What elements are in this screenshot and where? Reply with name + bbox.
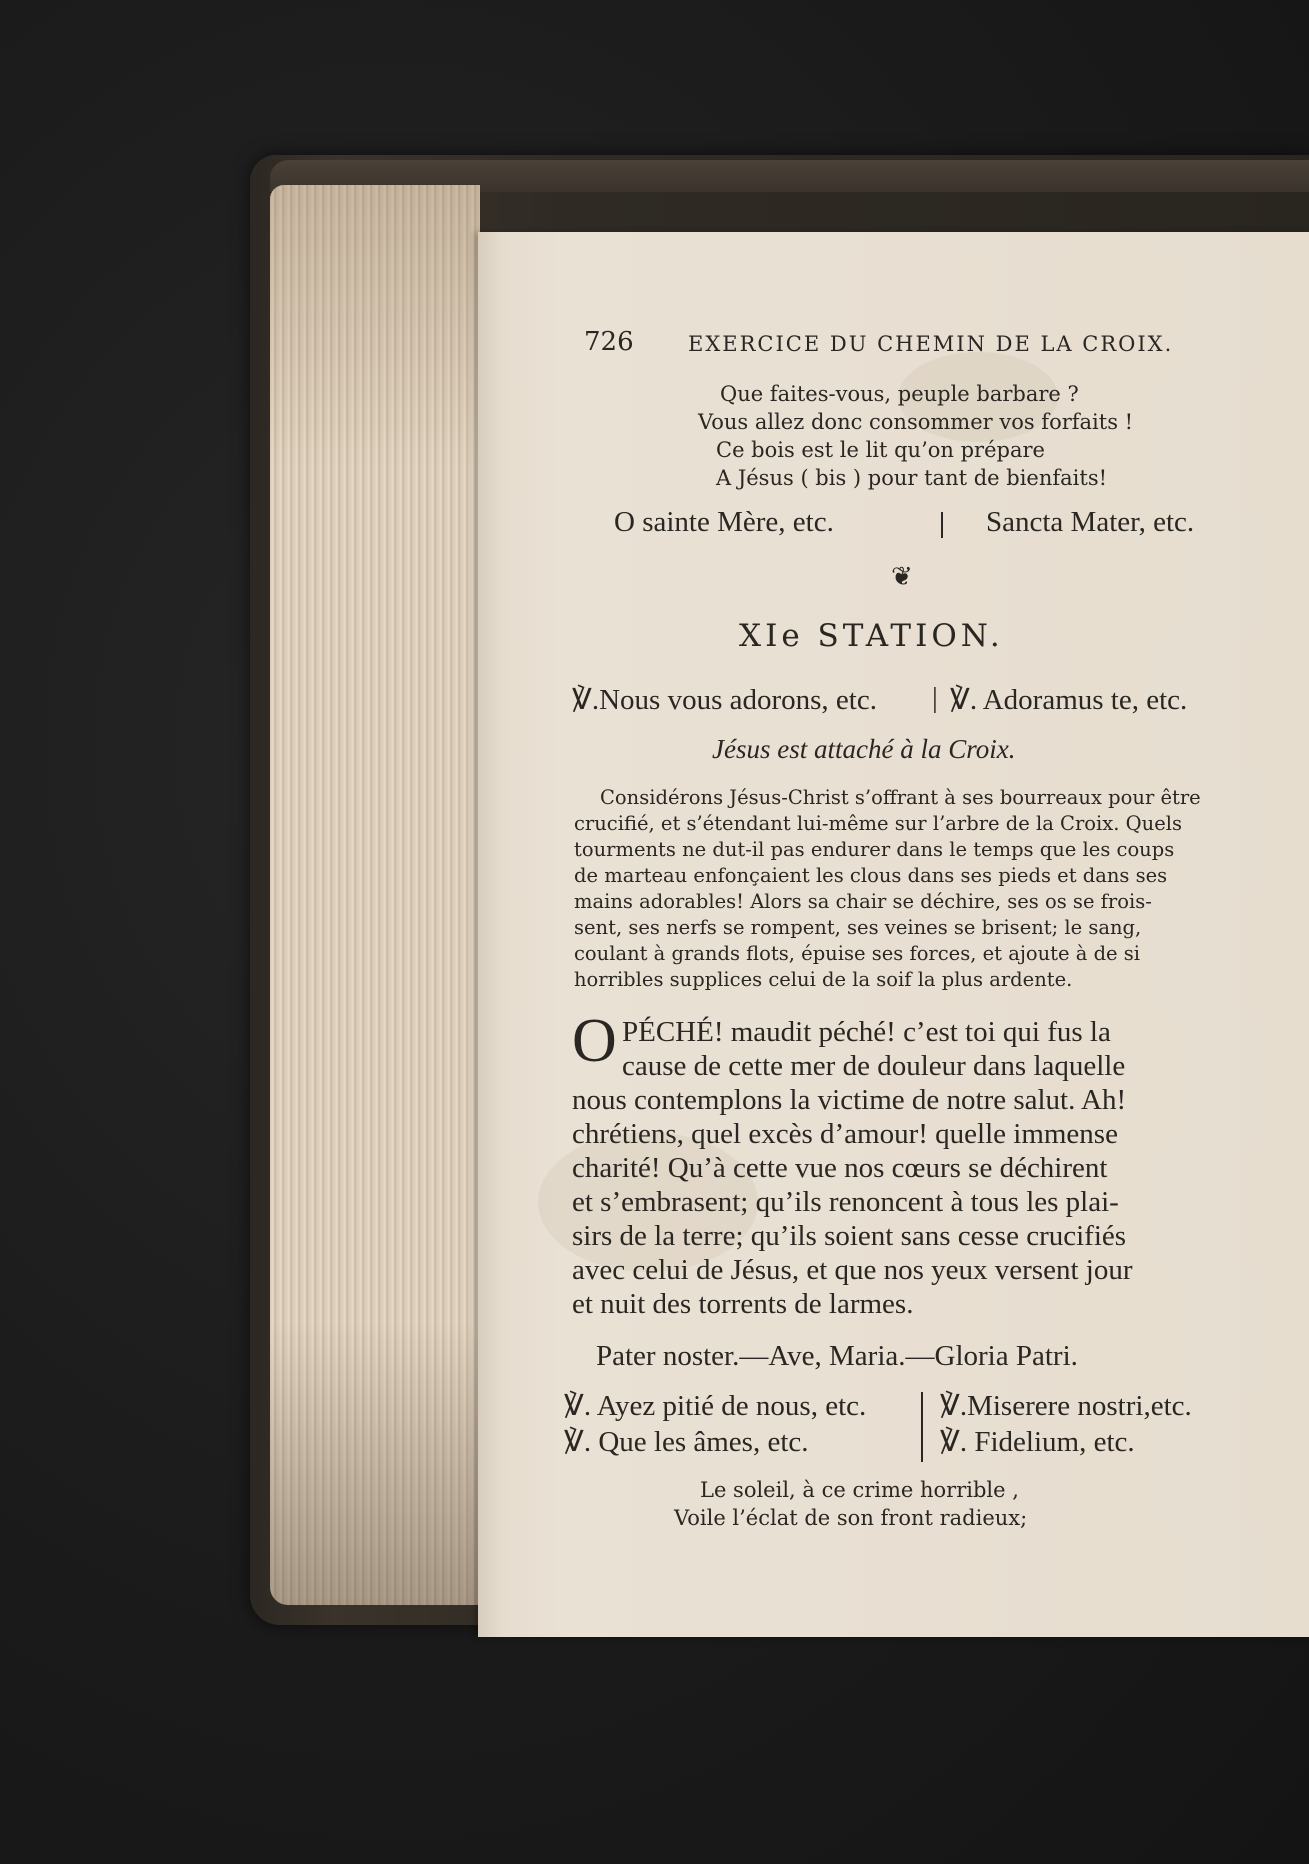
prayer-line: cause de cette mer de douleur dans laquelle <box>622 1050 1126 1082</box>
response-right: Sancta Mater, etc. <box>986 506 1195 538</box>
versicle-right: ℣. Adoramus te, etc. <box>950 684 1188 716</box>
prayer-line: et nuit des torrents de larmes. <box>572 1288 914 1320</box>
meditation-line: de marteau enfonçaient les clous dans ses pieds et dans ses <box>574 864 1168 887</box>
fleuron-ornament-icon: ❦ <box>891 562 913 592</box>
meditation-line: tourments ne dut-il pas endurer dans le temps que les coups <box>574 838 1175 861</box>
response-bottom-right: ℣. Fidelium, etc. <box>940 1426 1135 1458</box>
prayer-line: chrétiens, quel excès d’amour! quelle immense <box>572 1118 1118 1150</box>
response-bottom-left: ℣. Ayez pitié de nous, etc. <box>564 1390 867 1422</box>
response-left: O sainte Mère, etc. <box>614 506 834 538</box>
response-bottom-left: ℣. Que les âmes, etc. <box>564 1426 809 1458</box>
meditation-line: sent, ses nerfs se rompent, ses veines se brisent; le sang, <box>574 916 1142 939</box>
column-divider <box>941 512 943 538</box>
prayer-line: et s’embrasent; qu’ils renoncent à tous les plai- <box>572 1186 1119 1218</box>
pater-line: Pater noster.—Ave, Maria.—Gloria Patri. <box>596 1340 1078 1372</box>
meditation-line: coulant à grands flots, épuise ses forces, et ajoute à de si <box>574 942 1141 965</box>
page-stack-shadow <box>270 185 480 1605</box>
drop-cap: O <box>572 1007 617 1075</box>
station-title: XIe STATION. <box>739 618 1004 654</box>
prayer-line: nous contemplons la victime de notre salut. Ah! <box>572 1084 1127 1116</box>
station-subtitle: Jésus est attaché à la Croix. <box>712 734 1016 764</box>
meditation-line: horribles supplices celui de la soif la plus ardente. <box>574 968 1073 991</box>
hymn-line: Ce bois est le lit qu’on prépare <box>716 438 1045 462</box>
hymn-line: Vous allez donc consommer vos forfaits ! <box>698 410 1134 434</box>
response-bottom-right: ℣.Miserere nostri,etc. <box>940 1390 1192 1422</box>
page-number: 726 <box>584 327 634 357</box>
hymn-line: A Jésus ( bis ) pour tant de bienfaits! <box>716 466 1108 490</box>
prayer-line: PÉCHÉ! maudit péché! c’est toi qui fus la <box>622 1016 1111 1048</box>
versicle-separator: | <box>932 682 938 714</box>
meditation-line: crucifié, et s’étendant lui-même sur l’arbre de la Croix. Quels <box>574 812 1182 835</box>
column-divider <box>921 1392 923 1462</box>
meditation-line: Considérons Jésus-Christ s’offrant à ses bourreaux pour être <box>600 786 1201 809</box>
meditation-line: mains adorables! Alors sa chair se déchire, ses os se frois- <box>574 890 1152 913</box>
prayer-line: avec celui de Jésus, et que nos yeux versent jour <box>572 1254 1133 1286</box>
prayer-line: sirs de la terre; qu’ils soient sans cesse crucifiés <box>572 1220 1127 1252</box>
running-head: EXERCICE DU CHEMIN DE LA CROIX. <box>688 332 1174 356</box>
hymn-line: Le soleil, à ce crime horrible , <box>700 1478 1019 1502</box>
versicle-left: ℣.Nous vous adorons, etc. <box>572 684 877 716</box>
hymn-line: Voile l’éclat de son front radieux; <box>674 1506 1028 1530</box>
hymn-line: Que faites-vous, peuple barbare ? <box>720 382 1079 406</box>
prayer-line: charité! Qu’à cette vue nos cœurs se déchirent <box>572 1152 1108 1184</box>
